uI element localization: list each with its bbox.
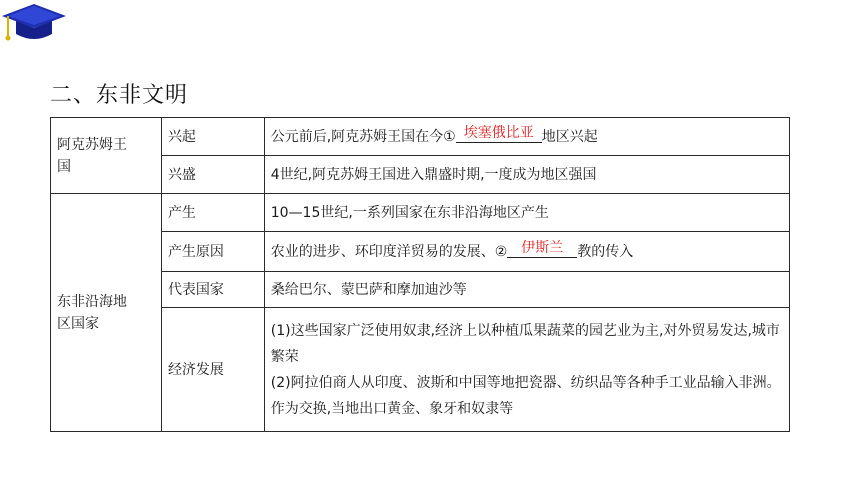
table-row xyxy=(51,118,790,156)
reason-post: 教的传入 xyxy=(577,243,634,260)
reason-pre: 农业的进步、环印度洋贸易的发展、② xyxy=(270,243,508,260)
aksum-region-cell xyxy=(51,118,162,194)
answer-islam: 伊斯兰 xyxy=(521,239,564,256)
origin-label: 产生 xyxy=(161,194,264,232)
rep-text: 桑给巴尔、蒙巴萨和摩加迪沙等 xyxy=(264,272,789,308)
east-region-label: 东非沿海地区国家 xyxy=(57,293,127,332)
east-region-cell xyxy=(51,194,162,432)
answer-blank-1 xyxy=(456,125,542,143)
reason-cell xyxy=(264,232,789,272)
aksum-rise-label: 兴起 xyxy=(161,118,264,156)
table-row xyxy=(51,156,790,194)
econ-text-1: (1)这些国家广泛使用奴隶,经济上以种植瓜果蔬菜的园艺业为主,对外贸易发达,城市繁荣 xyxy=(270,322,780,365)
aksum-region-label: 阿克苏姆王国 xyxy=(57,136,127,175)
graduation-cap-icon xyxy=(0,2,68,46)
aksum-rise-post: 地区兴起 xyxy=(541,128,598,145)
aksum-peak-text: 4世纪,阿克苏姆王国进入鼎盛时期,一度成为地区强国 xyxy=(264,156,789,194)
section-title: 二、东非文明 xyxy=(50,83,189,108)
origin-text: 10—15世纪,一系列国家在东非沿海地区产生 xyxy=(264,194,789,232)
aksum-rise-cell xyxy=(264,118,789,156)
rep-label: 代表国家 xyxy=(161,272,264,308)
aksum-rise-pre: 公元前后,阿克苏姆王国在今① xyxy=(270,128,456,145)
table-row xyxy=(51,272,790,308)
reason-label: 产生原因 xyxy=(161,232,264,272)
aksum-peak-label: 兴盛 xyxy=(161,156,264,194)
econ-cell xyxy=(264,308,789,432)
econ-label: 经济发展 xyxy=(161,308,264,432)
table-row xyxy=(51,308,790,432)
answer-blank-2 xyxy=(507,240,577,258)
table-row xyxy=(51,194,790,232)
east-africa-table xyxy=(50,117,790,432)
answer-ethiopia: 埃塞俄比亚 xyxy=(463,124,534,141)
table-row xyxy=(51,232,790,272)
econ-text-2: (2)阿拉伯商人从印度、波斯和中国等地把瓷器、纺织品等各种手工业品输入非洲。作为交换,当地出口黄金、象牙和奴隶等 xyxy=(270,374,781,417)
